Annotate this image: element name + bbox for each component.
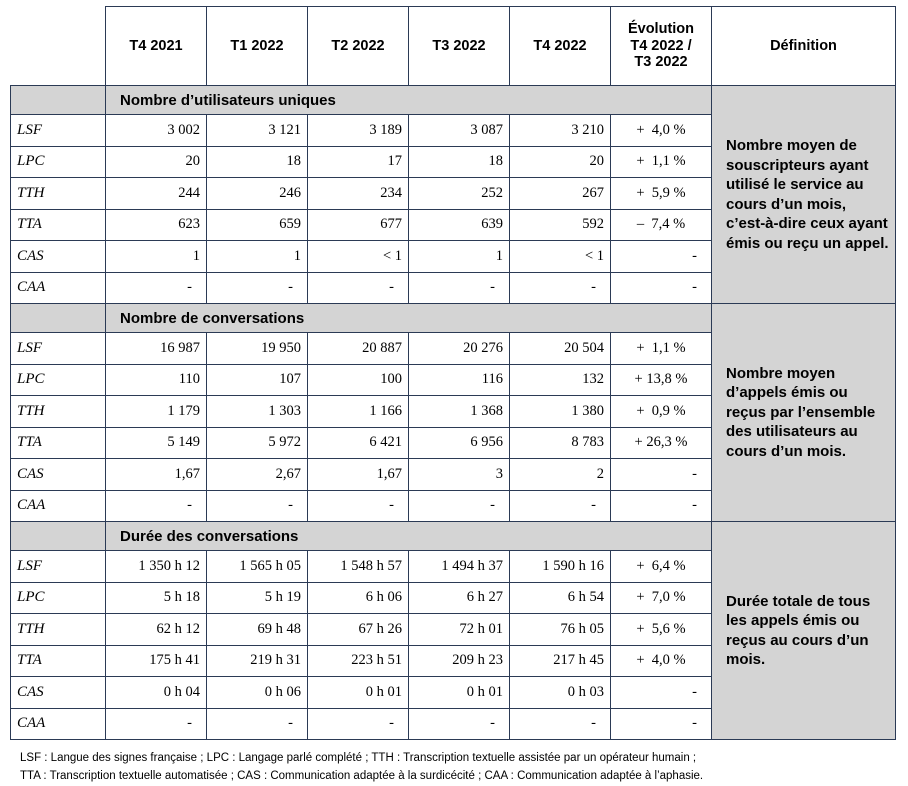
column-header-evolution-line1: Évolution [627,20,695,37]
cell-t3-2022: 6 956 [409,427,510,459]
row-label: TTA [11,209,106,241]
row-label: CAS [11,677,106,709]
table-header-corner [11,7,106,86]
cell-t1-2022: 18 [207,146,308,178]
cell-t1-2022: 1 [207,241,308,273]
row-label: CAS [11,459,106,491]
cell-t4-2021: 0 h 04 [106,677,207,709]
cell-t4-2021: 1 350 h 12 [106,551,207,583]
cell-evolution: - [611,490,712,522]
cell-evolution: + 7,0 % [611,582,712,614]
cell-t2-2022: 6 h 06 [308,582,409,614]
cell-t2-2022: 677 [308,209,409,241]
cell-t2-2022: 1 166 [308,396,409,428]
cell-evolution: + 4,0 % [611,115,712,147]
column-header-evolution-line3: T3 2022 [634,54,688,71]
column-header-definition: Définition [712,7,896,86]
cell-t4-2021: 5 149 [106,427,207,459]
section-definition-duration: Durée totale de tous les appels émis ou reçus au cours d’un mois. [712,522,896,740]
cell-t4-2022: - [510,708,611,740]
cell-t4-2022: 20 [510,146,611,178]
cell-t2-2022: 223 h 51 [308,645,409,677]
cell-t3-2022: 18 [409,146,510,178]
cell-t3-2022: 72 h 01 [409,614,510,646]
cell-t4-2021: 1 [106,241,207,273]
row-label: CAA [11,490,106,522]
section-title-conversations: Nombre de conversations [106,304,712,333]
section-header-row [11,86,896,115]
cell-t4-2022: - [510,272,611,304]
cell-t4-2022: 0 h 03 [510,677,611,709]
cell-t4-2022: 6 h 54 [510,582,611,614]
cell-t3-2022: 116 [409,364,510,396]
cell-t2-2022: 17 [308,146,409,178]
cell-evolution: + 1,1 % [611,146,712,178]
cell-evolution: + 4,0 % [611,645,712,677]
cell-t3-2022: - [409,272,510,304]
cell-evolution: + 13,8 % [611,364,712,396]
cell-t2-2022: 1 548 h 57 [308,551,409,583]
section-header-spacer [11,86,106,115]
cell-evolution: - [611,708,712,740]
cell-t4-2022: 3 210 [510,115,611,147]
cell-t4-2021: - [106,708,207,740]
cell-t1-2022: - [207,708,308,740]
cell-evolution: + 0,9 % [611,396,712,428]
cell-t4-2021: 175 h 41 [106,645,207,677]
cell-t4-2021: 16 987 [106,333,207,365]
cell-t2-2022: 67 h 26 [308,614,409,646]
cell-t2-2022: 3 189 [308,115,409,147]
cell-evolution: - [611,241,712,273]
cell-t4-2021: 1,67 [106,459,207,491]
row-label: TTA [11,427,106,459]
cell-t2-2022: 6 421 [308,427,409,459]
cell-t3-2022: 1 368 [409,396,510,428]
column-header-evolution-line2: T4 2022 / [630,37,692,54]
table-body [11,86,896,740]
cell-evolution: + 26,3 % [611,427,712,459]
column-header-evolution [611,7,712,86]
column-header-t3-2022: T3 2022 [409,7,510,86]
cell-t4-2021: 5 h 18 [106,582,207,614]
cell-t2-2022: < 1 [308,241,409,273]
cell-t4-2021: 1 179 [106,396,207,428]
row-label: TTH [11,614,106,646]
cell-t4-2022: 76 h 05 [510,614,611,646]
cell-evolution: + 5,9 % [611,178,712,210]
row-label: TTH [11,396,106,428]
cell-t1-2022: 1 303 [207,396,308,428]
cell-t4-2022: - [510,490,611,522]
row-label: CAA [11,708,106,740]
footnotes [10,750,898,786]
cell-t3-2022: 6 h 27 [409,582,510,614]
cell-t3-2022: - [409,490,510,522]
row-label: LSF [11,333,106,365]
cell-t4-2022: 217 h 45 [510,645,611,677]
cell-t1-2022: 19 950 [207,333,308,365]
table-header [11,7,896,86]
cell-t4-2021: 62 h 12 [106,614,207,646]
column-header-t2-2022: T2 2022 [308,7,409,86]
section-header-row [11,304,896,333]
cell-t1-2022: 5 972 [207,427,308,459]
cell-t1-2022: 659 [207,209,308,241]
cell-t3-2022: 3 087 [409,115,510,147]
footnote-line-1: LSF : Langue des signes française ; LPC : Langage parlé complété ; TTH : Transcription textuelle assistée par un opérateur humain ; [20,752,697,764]
cell-t4-2021: 110 [106,364,207,396]
cell-t2-2022: 0 h 01 [308,677,409,709]
cell-t1-2022: 69 h 48 [207,614,308,646]
cell-evolution: + 1,1 % [611,333,712,365]
section-title-duration: Durée des conversations [106,522,712,551]
cell-t2-2022: 20 887 [308,333,409,365]
cell-t1-2022: - [207,272,308,304]
cell-t4-2022: 592 [510,209,611,241]
column-header-t4-2022: T4 2022 [510,7,611,86]
row-label: TTA [11,645,106,677]
section-header-spacer [11,304,106,333]
cell-t1-2022: 219 h 31 [207,645,308,677]
row-label: LPC [11,364,106,396]
cell-t4-2021: 20 [106,146,207,178]
cell-evolution: - [611,459,712,491]
cell-t3-2022: 252 [409,178,510,210]
cell-t4-2021: 623 [106,209,207,241]
cell-t3-2022: 0 h 01 [409,677,510,709]
row-label: TTH [11,178,106,210]
cell-evolution: + 6,4 % [611,551,712,583]
cell-t4-2022: 8 783 [510,427,611,459]
cell-t4-2022: 2 [510,459,611,491]
section-title-users: Nombre d’utilisateurs uniques [106,86,712,115]
cell-t1-2022: 107 [207,364,308,396]
cell-t3-2022: 209 h 23 [409,645,510,677]
cell-t4-2021: - [106,272,207,304]
cell-t3-2022: 639 [409,209,510,241]
section-definition-conversations: Nombre moyen d’appels émis ou reçus par l’ensemble des utilisateurs au cours d’un mois. [712,304,896,522]
cell-t4-2021: - [106,490,207,522]
column-header-t4-2021: T4 2021 [106,7,207,86]
row-label: CAS [11,241,106,273]
cell-t2-2022: 100 [308,364,409,396]
cell-t4-2022: 1 380 [510,396,611,428]
cell-evolution: – 7,4 % [611,209,712,241]
row-label: LPC [11,146,106,178]
cell-t2-2022: - [308,490,409,522]
cell-t2-2022: - [308,272,409,304]
cell-evolution: - [611,677,712,709]
cell-t3-2022: - [409,708,510,740]
cell-evolution: - [611,272,712,304]
cell-t1-2022: 2,67 [207,459,308,491]
cell-t4-2021: 244 [106,178,207,210]
cell-t1-2022: 0 h 06 [207,677,308,709]
cell-t4-2021: 3 002 [106,115,207,147]
cell-t2-2022: 234 [308,178,409,210]
cell-t3-2022: 1 494 h 37 [409,551,510,583]
cell-t4-2022: 1 590 h 16 [510,551,611,583]
cell-t3-2022: 20 276 [409,333,510,365]
cell-t1-2022: - [207,490,308,522]
indicators-table [10,6,896,740]
cell-t4-2022: 132 [510,364,611,396]
cell-t1-2022: 5 h 19 [207,582,308,614]
table-header-row [11,7,896,86]
cell-t3-2022: 1 [409,241,510,273]
cell-t4-2022: 20 504 [510,333,611,365]
cell-t1-2022: 1 565 h 05 [207,551,308,583]
cell-t4-2022: < 1 [510,241,611,273]
section-definition-users: Nombre moyen de souscripteurs ayant utilisé le service au cours d’un mois, c’est-à-dire ceux ayant émis ou reçu un appel. [712,86,896,304]
cell-t3-2022: 3 [409,459,510,491]
row-label: LSF [11,551,106,583]
section-header-spacer [11,522,106,551]
cell-t2-2022: - [308,708,409,740]
cell-t1-2022: 246 [207,178,308,210]
cell-t4-2022: 267 [510,178,611,210]
row-label: CAA [11,272,106,304]
column-header-t1-2022: T1 2022 [207,7,308,86]
cell-t1-2022: 3 121 [207,115,308,147]
cell-evolution: + 5,6 % [611,614,712,646]
row-label: LPC [11,582,106,614]
footnote-line-2: TTA : Transcription textuelle automatisée ; CAS : Communication adaptée à la surdicécité ; CAA : Communication adaptée à l’aphasie. [20,769,704,782]
row-label: LSF [11,115,106,147]
section-header-row [11,522,896,551]
cell-t2-2022: 1,67 [308,459,409,491]
